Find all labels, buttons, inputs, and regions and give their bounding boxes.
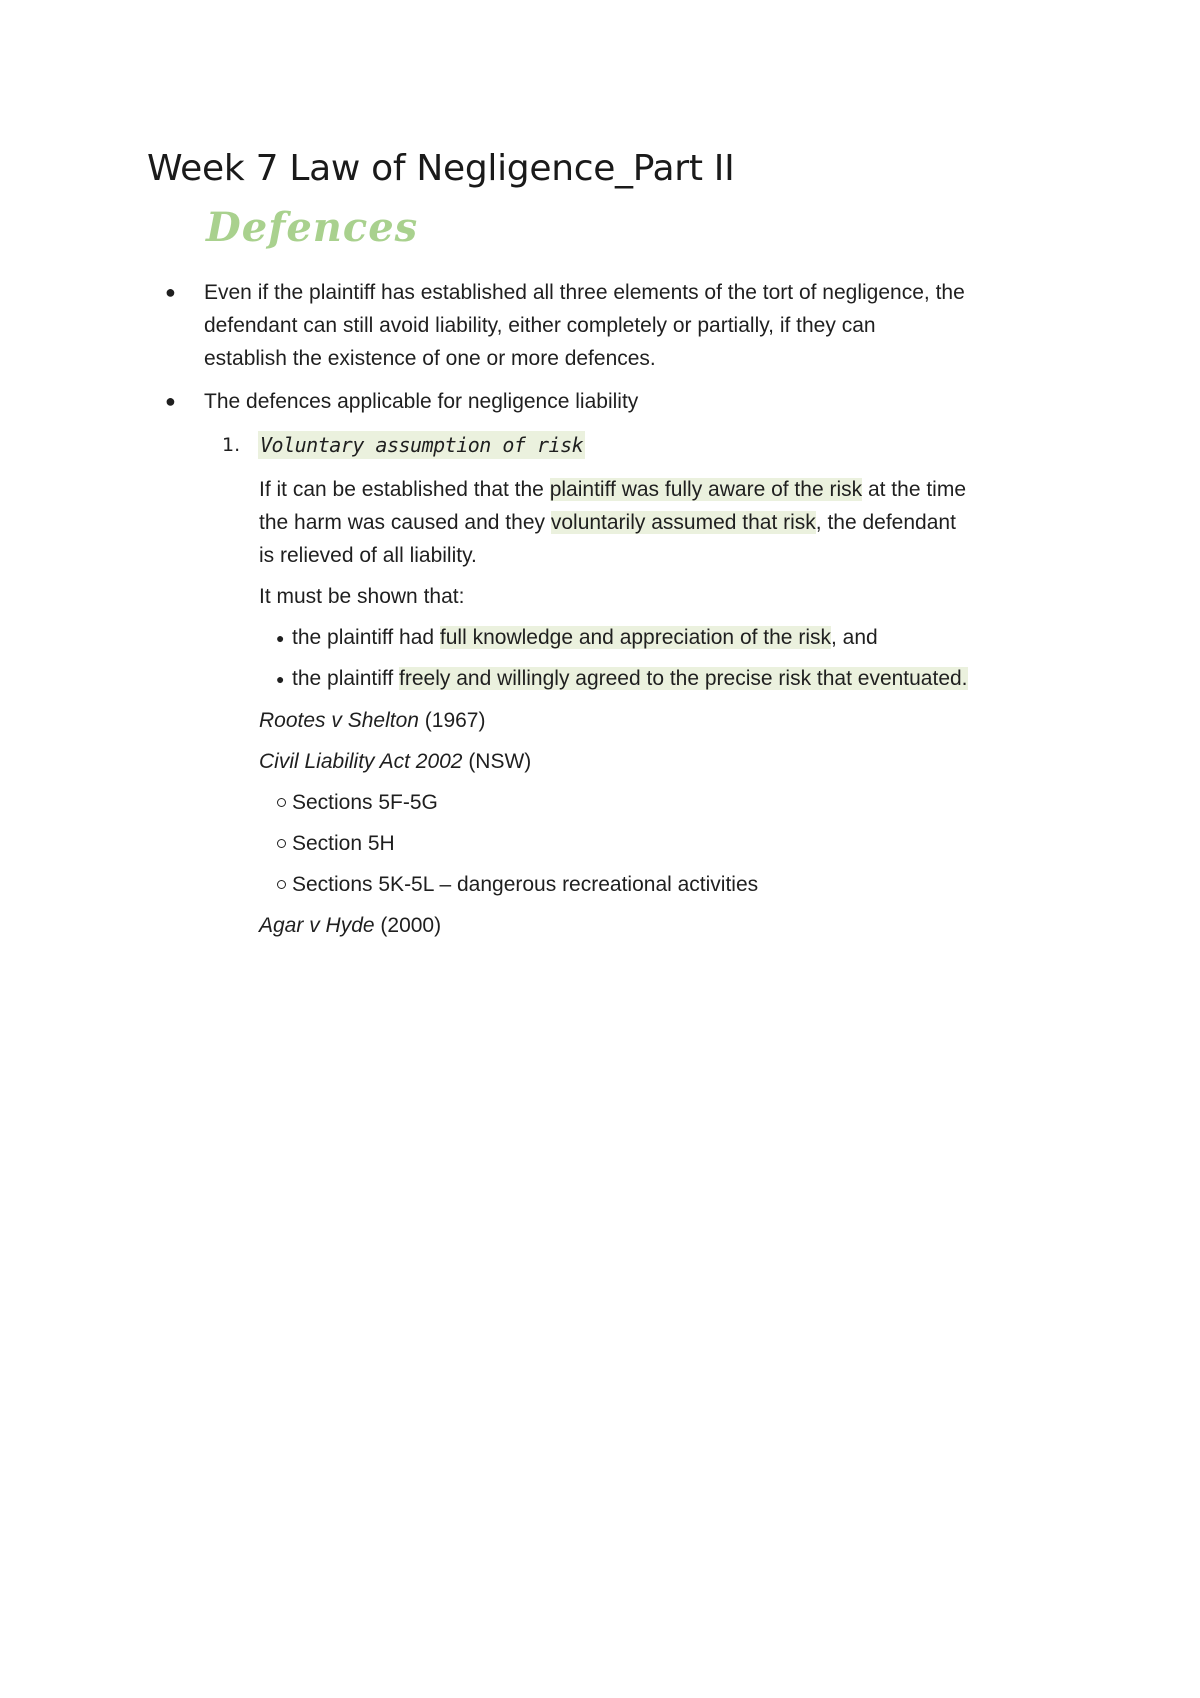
- act-jurisdiction: (NSW): [462, 750, 532, 773]
- case-citation-rootes: [259, 704, 485, 737]
- bullet-1-line-1: Even if the plaintiff has established all three elements of the tort of negligence, the: [204, 281, 965, 304]
- section-item: Sections 5F-5G: [292, 791, 438, 814]
- paragraph-line: is relieved of all liability.: [259, 544, 477, 567]
- section-heading-defences: Defences: [206, 204, 419, 251]
- case-name: Agar v Hyde: [259, 914, 375, 937]
- section-item: Section 5H: [292, 832, 395, 855]
- requirement-2: [292, 662, 968, 695]
- text-run: If it can be established that the: [259, 478, 550, 501]
- bullet-1-line-2: defendant can still avoid liability, either completely or partially, if they can: [204, 314, 876, 337]
- paragraph-line: [259, 506, 956, 539]
- requirement-1: [292, 621, 878, 654]
- highlight-run: freely and willingly agreed to the precise risk that eventuated.: [399, 667, 968, 690]
- case-citation-agar: [259, 909, 441, 942]
- bullet-dot: ●: [165, 282, 176, 302]
- paragraph-line: It must be shown that:: [259, 585, 465, 608]
- case-year: (2000): [374, 914, 442, 937]
- bullet-dot: ●: [276, 630, 285, 646]
- bullet-dot: ●: [276, 671, 285, 687]
- bullet-1-line-3: establish the existence of one or more defences.: [204, 347, 656, 370]
- case-year: (1967): [418, 709, 486, 732]
- list-number: 1.: [222, 434, 241, 456]
- document-title: Week 7 Law of Negligence_Part II: [147, 148, 735, 189]
- text-run: the harm was caused and they: [259, 511, 551, 534]
- text-run: the plaintiff: [292, 667, 400, 690]
- highlight-run: full knowledge and appreciation of the risk: [439, 626, 831, 649]
- text-run: the plaintiff had: [292, 626, 440, 649]
- section-item: Sections 5K-5L – dangerous recreational activities: [292, 873, 759, 896]
- act-name: Civil Liability Act 2002: [259, 750, 463, 773]
- circle-bullet-icon: [277, 839, 286, 848]
- paragraph-line: [259, 473, 966, 506]
- case-name: Rootes v Shelton: [259, 709, 419, 732]
- circle-bullet-icon: [277, 798, 286, 807]
- text-run: at the time: [862, 478, 967, 501]
- text-run: , the defendant: [815, 511, 956, 534]
- bullet-2-text: The defences applicable for negligence liability: [204, 390, 639, 413]
- item-heading-line: [258, 429, 585, 462]
- circle-bullet-icon: [277, 880, 286, 889]
- item-heading-voluntary-assumption: Voluntary assumption of risk: [260, 433, 584, 457]
- bullet-dot: ●: [165, 391, 176, 411]
- text-run: , and: [830, 626, 878, 649]
- highlight-run: voluntarily assumed that risk: [550, 511, 816, 534]
- statute-citation: [259, 745, 531, 778]
- highlight-run: plaintiff was fully aware of the risk: [549, 478, 863, 501]
